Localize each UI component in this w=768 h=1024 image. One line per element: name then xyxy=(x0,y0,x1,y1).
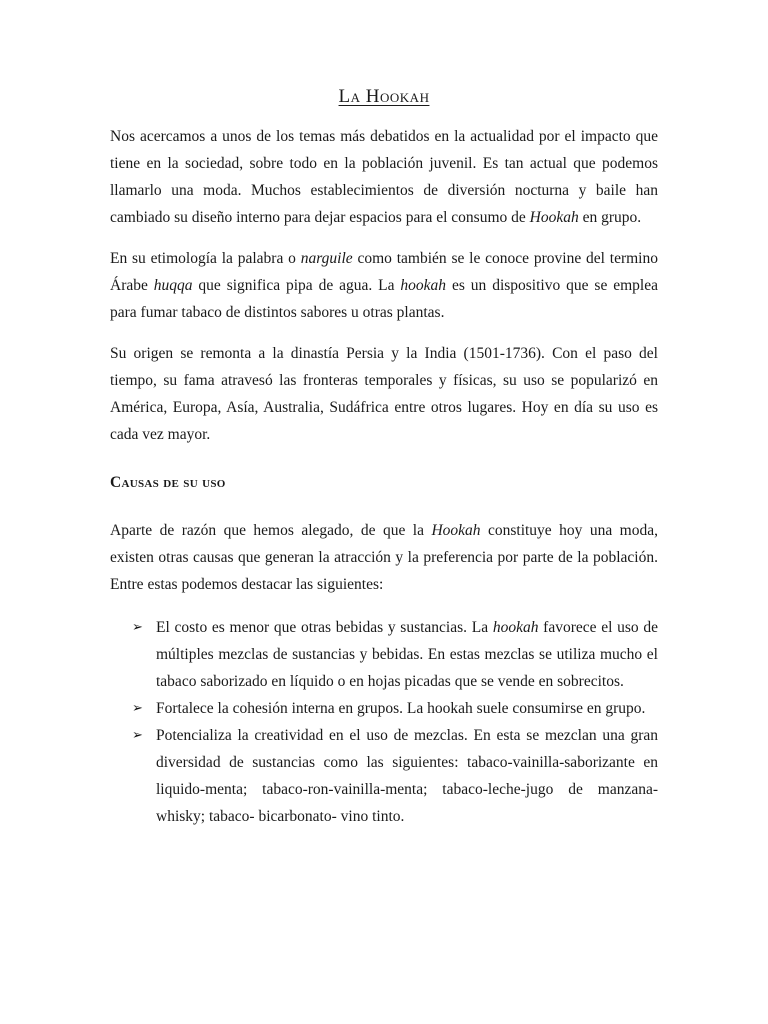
text-span: en grupo. xyxy=(578,209,642,226)
italic-term: hookah xyxy=(492,619,539,636)
paragraph-etymology xyxy=(110,245,658,326)
document-page xyxy=(110,84,658,830)
text-span: que significa pipa de agua. La xyxy=(192,277,401,294)
arrow-bullet-icon: ➢ xyxy=(132,701,143,716)
arrow-bullet-icon: ➢ xyxy=(132,620,143,635)
list-item xyxy=(132,614,658,695)
text-span: favorece el uso de múltiples mezclas de sustancias y bebidas. En estas mezclas se utiliza mucho el tabaco saborizado en líquido o en hojas picadas que se vende en sobrecitos. xyxy=(156,619,658,690)
text-span: constituye hoy una moda, existen otras causas que generan la atracción y la preferencia por parte de la población. Entre estas podemos destacar las siguientes: xyxy=(110,522,658,593)
italic-term: Hookah xyxy=(529,209,579,226)
causes-list xyxy=(110,614,658,830)
list-item xyxy=(132,695,658,722)
paragraph-causes xyxy=(110,517,658,598)
text-span: Fortalece la cohesión interna en grupos. La hookah suele consumirse en grupo. xyxy=(156,700,646,717)
italic-term: huqqa xyxy=(153,277,193,294)
text-span: es un dispositivo que se emplea para fumar tabaco de distintos sabores u otras plantas. xyxy=(110,277,658,321)
text-span: Aparte de razón que hemos alegado, de que la xyxy=(110,522,432,539)
arrow-bullet-icon: ➢ xyxy=(132,728,143,743)
italic-term: Hookah xyxy=(431,522,481,539)
text-span: Nos acercamos a unos de los temas más debatidos en la actualidad por el impacto que tiene en la sociedad, sobre todo en la población juvenil. Es tan actual que podemos llamarlo una moda. Muchos establecimientos de diversión nocturna y baile han cambiado su diseño interno para dejar espacios para el consumo de xyxy=(110,128,658,226)
section-heading: Causas de su uso xyxy=(110,474,226,491)
italic-term: hookah xyxy=(400,277,447,294)
paragraph-intro xyxy=(110,123,658,231)
text-span: como también se le conoce provine del termino Árabe xyxy=(110,250,658,294)
list-item xyxy=(132,722,658,830)
text-span: En su etimología la palabra o xyxy=(110,250,301,267)
text-span: El costo es menor que otras bebidas y sustancias. La xyxy=(156,619,493,636)
document-title: La Hookah xyxy=(338,86,430,107)
paragraph-origin: Su origen se remonta a la dinastía Persia y la India (1501-1736). Con el paso del tiempo, su fama atravesó las fronteras temporales y físicas, su uso se popularizó en América, Europa, Asía, Australia, Sudáfrica entre otros lugares. Hoy en día su uso es cada vez mayor. xyxy=(110,345,658,443)
italic-term: narguile xyxy=(300,250,353,267)
text-span: Potencializa la creatividad en el uso de mezclas. En esta se mezclan una gran diversidad de sustancias como las siguientes: tabaco-vainilla-saborizante en liquido-menta; tabaco-ron-vainilla-menta; tabaco-leche-jugo de manzana- whisky; tabaco- bicarbonato- vino tinto. xyxy=(156,727,658,825)
